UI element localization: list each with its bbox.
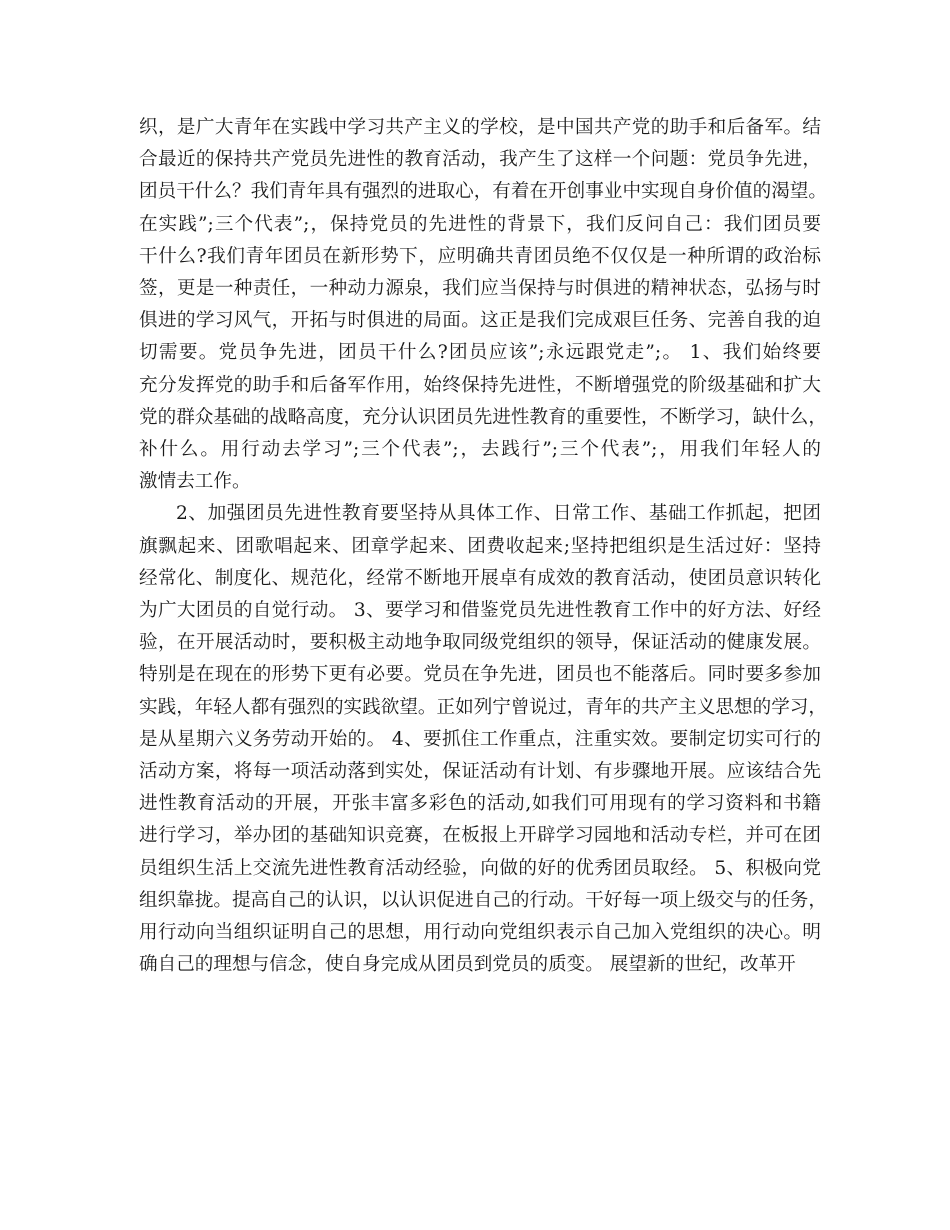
text-line: 员组织生活上交流先进性教育活动经验，向做的好的优秀团员取经。 5、积极向党 [139,857,821,879]
text-line: 俱进的学习风气，开拓与时俱进的局面。这正是我们完成艰巨任务、完善自我的迫 [139,310,821,332]
text-line: 织，是广大青年在实践中学习共产主义的学校，是中国共产党的助手和后备军。结 [139,117,821,138]
text-line: 旗飘起来、团歌唱起来、团章学起来、团费收起来;坚持把组织是生活过好：坚持 [139,535,821,557]
text-line: 党的群众基础的战略高度，充分认识团员先进性教育的重要性，不断学习，缺什么， [139,406,827,428]
text-line: 签，更是一种责任，一种动力源泉，我们应当保持与时俱进的精神状态，弘扬与时 [139,278,821,300]
text-line: 充分发挥党的助手和后备军作用，始终保持先进性，不断增强党的阶级基础和扩大 [139,374,821,396]
text-line: 实践，年轻人都有强烈的实践欲望。正如列宁曾说过，青年的共产主义思想的学习， [139,696,827,718]
paragraph-1 [139,112,827,498]
text-line: 特别是在现在的形势下更有必要。党员在争先进，团员也不能落后。同时要多参加 [139,664,821,686]
text-line: 进行学习，举办团的基础知识竞赛，在板报上开辟学习园地和活动专栏，并可在团 [139,825,821,847]
text-line: 激情去工作。 [139,471,251,493]
text-line: 验，在开展活动时，要积极主动地争取同级党组织的领导，保证活动的健康发展。 [139,632,821,654]
text-line: 为广大团员的自觉行动。 3、要学习和借鉴党员先进性教育工作中的好方法、好经 [139,600,821,622]
text-line: 合最近的保持共产党员先进性的教育活动，我产生了这样一个问题：党员争先进， [139,149,821,171]
document-body [139,112,827,981]
paragraph-2 [139,498,827,981]
text-line: 切需要。党员争先进，团员干什么?团员应该”;永远跟党走”;。 1、我们始终要 [139,342,821,364]
text-line: 进性教育活动的开展，开张丰富多彩色的活动,如我们可用现有的学习资料和书籍 [139,793,821,815]
text-line: 2、加强团员先进性教育要坚持从具体工作、日常工作、基础工作抓起，把团 [176,503,821,525]
text-line: 组织靠拢。提高自己的认识，以认识促进自己的行动。干好每一项上级交与的任务， [139,889,827,911]
text-line: 确自己的理想与信念，使自身完成从团员到党员的质变。 展望新的世纪，改革开 [139,954,796,976]
text-line: 是从星期六义务劳动开始的。 4、要抓住工作重点，注重实效。要制定切实可行的 [139,728,821,750]
text-line: 活动方案，将每一项活动落到实处，保证活动有计划、有步骤地开展。应该结合先 [139,761,821,783]
text-line: 用行动向当组织证明自己的思想，用行动向党组织表示自己加入党组织的决心。明 [139,922,821,944]
text-line: 经常化、制度化、规范化，经常不断地开展卓有成效的教育活动，使团员意识转化 [139,567,821,589]
text-line: 团员干什么？我们青年具有强烈的进取心，有着在开创事业中实现自身价值的渴望。 [139,181,827,203]
text-line: 补什么。用行动去学习”;三个代表”;，去践行”;三个代表”;，用我们年轻人的 [139,439,821,461]
text-line: 在实践”;三个代表”;，保持党员的先进性的背景下，我们反问自己：我们团员要 [139,213,821,235]
text-line: 干什么?我们青年团员在新形势下，应明确共青团员绝不仅仅是一种所谓的政治标 [139,245,821,267]
